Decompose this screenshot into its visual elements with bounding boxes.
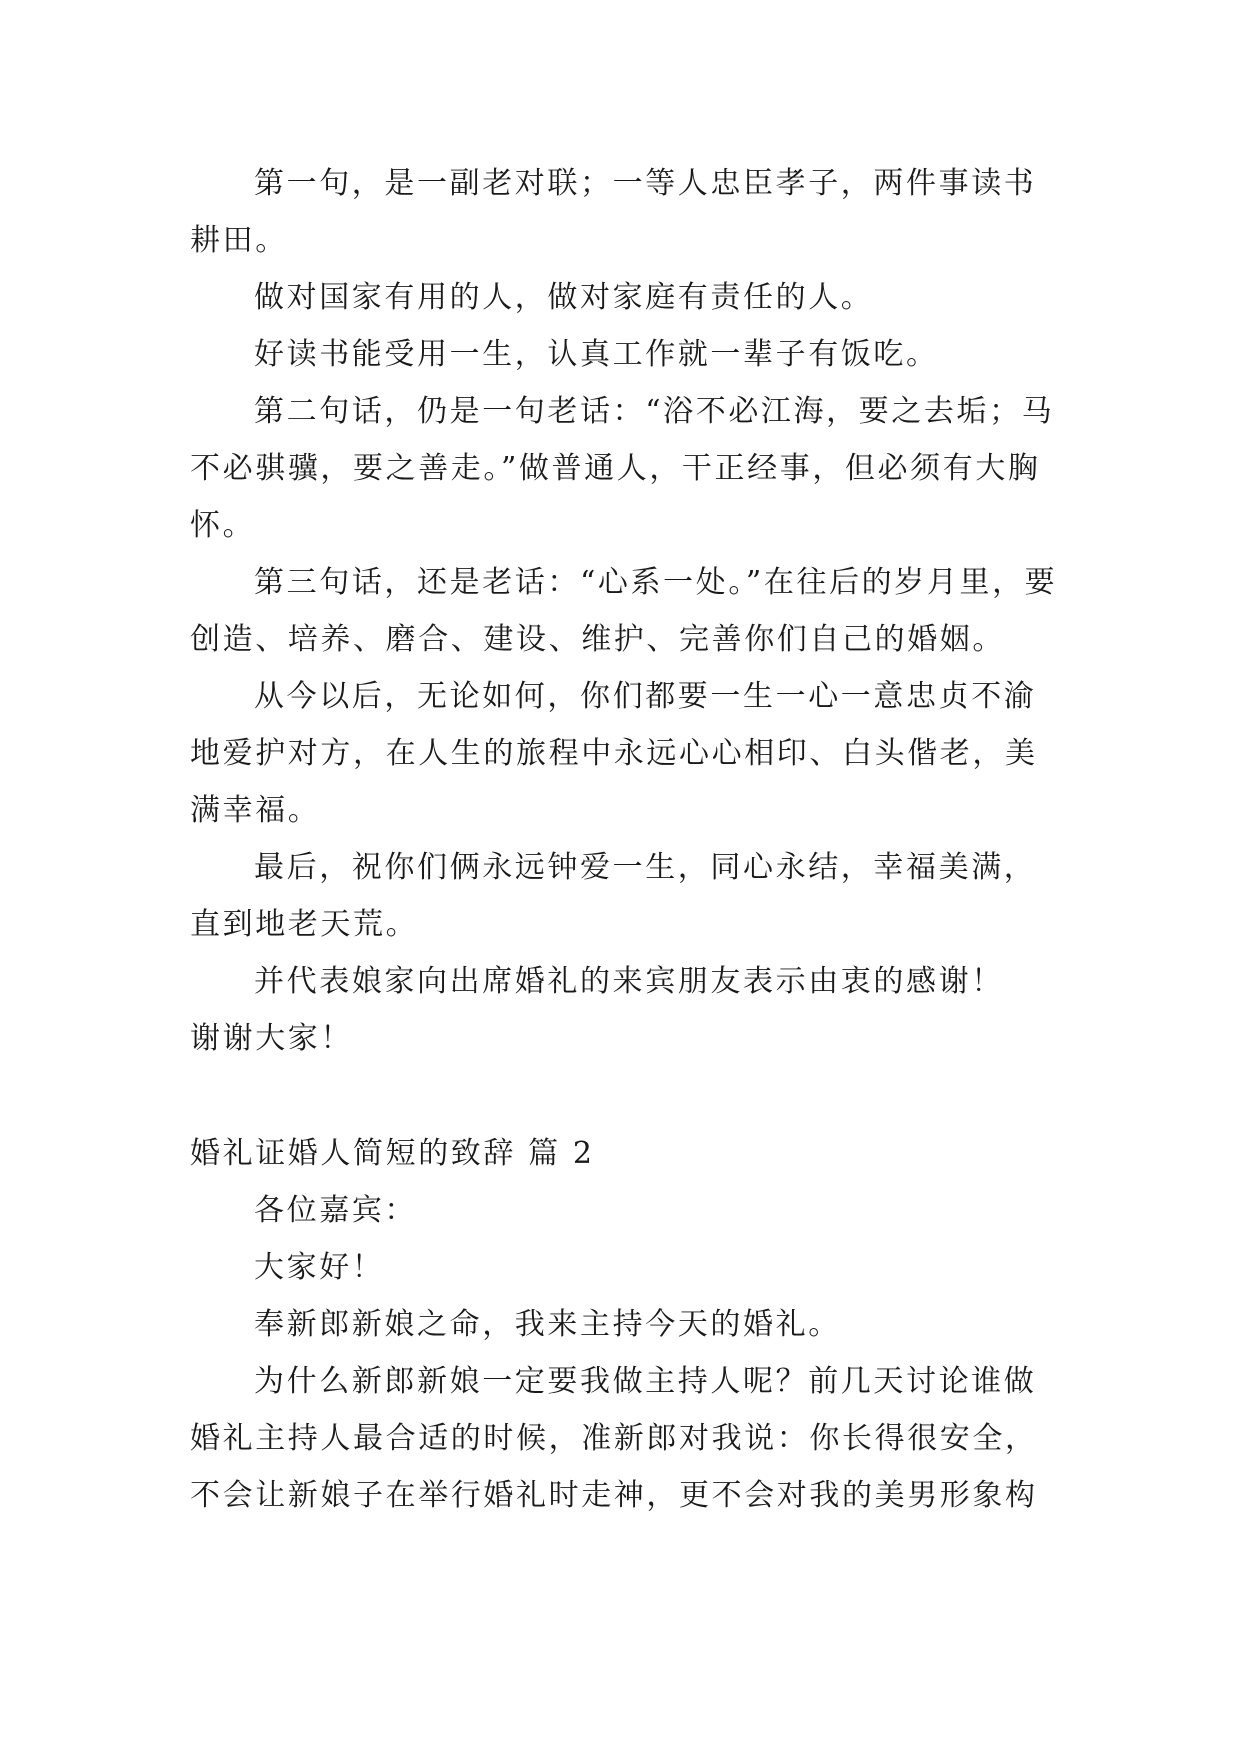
paragraph: 从今以后，无论如何，你们都要一生一心一意忠贞不渝地爱护对方，在人生的旅程中永远心心相印、白头偕老，美满幸福。 (190, 679, 1038, 828)
section-heading: 婚礼证婚人简短的致辞 篇 2 (190, 1136, 595, 1171)
closing-line: 谢谢大家！ (190, 1021, 353, 1056)
paragraph: 第二句话，仍是一句老话：“浴不必江海，要之去垢；马不必骐骥，要之善走。”做普通人，干正经事，但必须有大胸怀。 (190, 394, 1055, 543)
paragraph: 第三句话，还是老话：“心系一处。”在往后的岁月里，要创造、培养、磨合、建设、维护、完善你们自己的婚姻。 (190, 565, 1058, 657)
document-body (190, 155, 1060, 1524)
paragraph: 并代表娘家向出席婚礼的来宾朋友表示由衷的感谢！ (254, 964, 1004, 999)
paragraph: 各位嘉宾： (254, 1193, 417, 1228)
paragraph: 第一句，是一副老对联；一等人忠臣孝子，两件事读书耕田。 (190, 166, 1037, 258)
paragraph: 最后，祝你们俩永远钟爱一生，同心永结，幸福美满，直到地老天荒。 (190, 850, 1037, 942)
paragraph: 大家好！ (254, 1250, 385, 1285)
paragraph: 好读书能受用一生，认真工作就一辈子有饭吃。 (254, 337, 939, 372)
paragraph: 为什么新郎新娘一定要我做主持人呢？前几天讨论谁做婚礼主持人最合适的时候，准新郎对我说：你长得很安全，不会让新娘子在举行婚礼时走神，更不会对我的美男形象构 (190, 1364, 1038, 1513)
paragraph: 做对国家有用的人，做对家庭有责任的人。 (254, 280, 874, 315)
paragraph: 奉新郎新娘之命，我来主持今天的婚礼。 (254, 1307, 841, 1342)
